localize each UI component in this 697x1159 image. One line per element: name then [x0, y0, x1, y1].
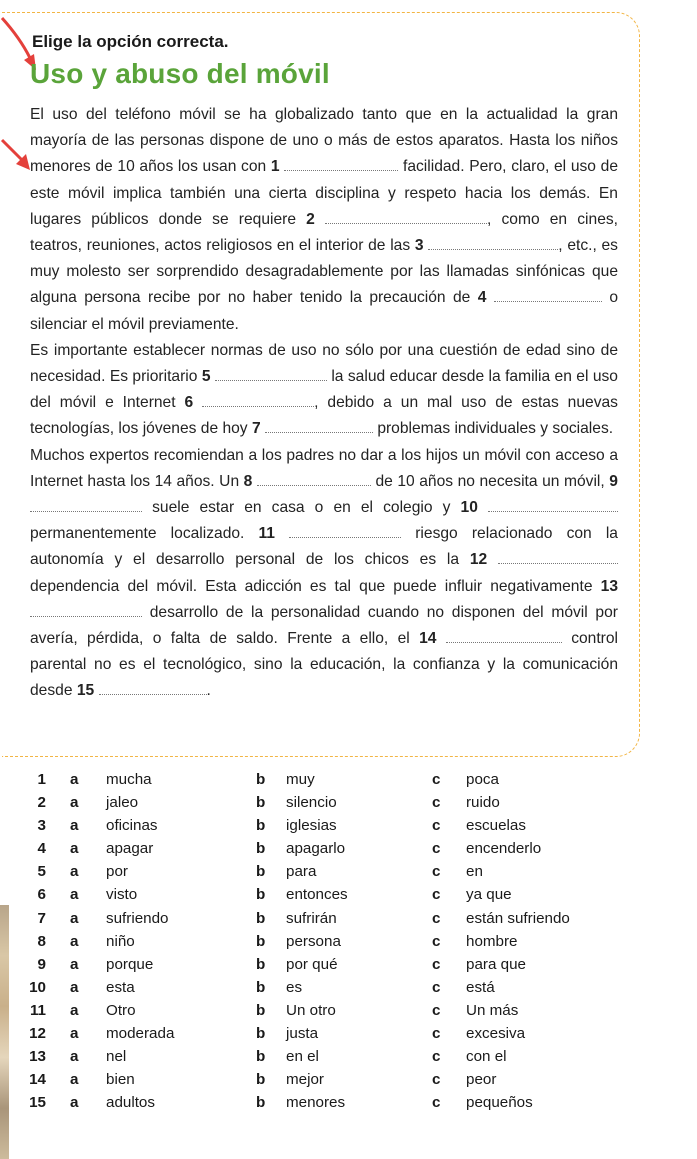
- option-row: [18, 956, 678, 979]
- option-letter-c: c: [432, 771, 441, 788]
- option-letter-c: c: [432, 1025, 441, 1043]
- text-segment: , debido a un mal uso de estas nuevas tecnologías, los jóvenes de hoy: [30, 394, 618, 438]
- option-number: 1: [37, 771, 46, 788]
- option-b[interactable]: para: [286, 863, 317, 881]
- blank-10[interactable]: [488, 497, 618, 512]
- option-letter-c: c: [432, 1048, 441, 1066]
- left-edge-photo-strip: [0, 905, 9, 1159]
- text-segment: , como en cines, teatros, reuniones, actos religiosos en el interior de las: [30, 210, 618, 255]
- option-letter-c: c: [432, 840, 441, 858]
- blank-15[interactable]: [99, 680, 207, 695]
- option-letter-c: c: [432, 1001, 441, 1019]
- text-segment: de 10 años no necesita un móvil,: [375, 472, 605, 490]
- text-segment: desarrollo de la personalidad cuando no disponen del móvil por avería, pérdida, o falta de saldo. Frente a ello, el: [30, 603, 618, 648]
- blank-13[interactable]: [30, 602, 142, 617]
- option-a[interactable]: esta: [106, 978, 135, 996]
- option-row: [18, 1071, 678, 1094]
- option-row: [18, 979, 678, 1002]
- option-letter-b: b: [256, 1025, 266, 1043]
- option-letter-a: a: [70, 1071, 79, 1089]
- blank-3[interactable]: [428, 235, 558, 250]
- text-segment: El uso del teléfono móvil se ha globalizado tanto que en la actualidad la gran mayoría de las personas dispone de uno o más de estos aparatos. Hasta los niños menores de 10 años los usan con: [30, 106, 618, 176]
- option-letter-a: a: [70, 863, 79, 881]
- option-letter-c: c: [432, 863, 441, 881]
- option-letter-b: b: [256, 955, 266, 973]
- option-row: [18, 1048, 678, 1071]
- option-row: [18, 863, 678, 886]
- option-a[interactable]: Otro: [106, 1001, 136, 1019]
- option-a[interactable]: bien: [106, 1071, 135, 1089]
- blank-number: 9: [609, 472, 618, 490]
- blank-number: 11: [258, 525, 275, 543]
- option-number: 9: [37, 955, 46, 973]
- blank-6[interactable]: [202, 392, 314, 407]
- option-letter-b: b: [256, 1001, 266, 1019]
- option-b[interactable]: sufrirán: [286, 909, 337, 927]
- option-letter-a: a: [70, 1048, 79, 1066]
- option-b[interactable]: por qué: [286, 955, 338, 973]
- answer-options-list: [18, 771, 678, 1117]
- text-segment: , etc., es muy molesto ser sorprendido desagradablemente por las llamadas sinfónicas que alguna persona recibe por no haber tenido la precaución de: [30, 237, 618, 307]
- option-number: 2: [37, 794, 46, 812]
- option-a[interactable]: niño: [106, 932, 135, 950]
- option-c[interactable]: ruido: [466, 794, 500, 812]
- option-a[interactable]: adultos: [106, 1094, 155, 1112]
- option-number: 7: [37, 909, 46, 927]
- option-c[interactable]: hombre: [466, 932, 518, 950]
- text-segment: Muchos expertos recomiendan a los padres no dar a los hijos un móvil con acceso a Internet hasta los 14 años. Un: [30, 446, 618, 490]
- text-segment: suele estar en casa o en el colegio y: [152, 499, 451, 517]
- option-letter-c: c: [432, 1094, 441, 1112]
- option-number: 10: [29, 978, 46, 996]
- option-letter-c: c: [432, 955, 441, 973]
- option-c[interactable]: para que: [466, 955, 526, 973]
- option-a[interactable]: mucha: [106, 771, 152, 788]
- option-c[interactable]: en: [466, 863, 483, 881]
- option-b[interactable]: muy: [286, 771, 315, 788]
- option-number: 12: [29, 1025, 46, 1043]
- option-b[interactable]: entonces: [286, 886, 348, 904]
- option-letter-c: c: [432, 932, 441, 950]
- option-a[interactable]: oficinas: [106, 817, 158, 835]
- option-letter-b: b: [256, 840, 266, 858]
- option-a[interactable]: por: [106, 863, 128, 881]
- blank-number: 8: [243, 472, 253, 490]
- option-row: [18, 1094, 678, 1117]
- option-letter-b: b: [256, 817, 266, 835]
- option-b[interactable]: en el: [286, 1048, 319, 1066]
- option-letter-a: a: [70, 886, 79, 904]
- option-row: [18, 1002, 678, 1025]
- option-number: 15: [29, 1094, 46, 1112]
- option-row: [18, 910, 678, 933]
- option-letter-c: c: [432, 978, 441, 996]
- option-letter-a: a: [70, 932, 79, 950]
- cloze-text: [30, 102, 618, 705]
- blank-11[interactable]: [289, 523, 401, 538]
- paragraph-2: [30, 338, 618, 443]
- instruction: Elige la opción correcta.: [32, 32, 229, 51]
- option-letter-b: b: [256, 1094, 266, 1112]
- option-number: 14: [29, 1071, 46, 1089]
- blank-4[interactable]: [494, 287, 602, 302]
- text-segment: .: [206, 682, 211, 700]
- option-letter-a: a: [70, 955, 79, 973]
- text-segment: dependencia del móvil. Esta adicción es tal que puede influir negativamente: [30, 577, 593, 595]
- arrow-icon: [0, 136, 34, 176]
- option-b[interactable]: mejor: [286, 1071, 324, 1089]
- blank-number: 1: [270, 158, 280, 176]
- option-letter-c: c: [432, 794, 441, 812]
- option-number: 5: [37, 863, 46, 881]
- option-letter-b: b: [256, 794, 266, 812]
- blank-7[interactable]: [265, 418, 373, 433]
- option-letter-b: b: [256, 1048, 266, 1066]
- blank-14[interactable]: [446, 628, 562, 643]
- option-letter-a: a: [70, 840, 79, 858]
- blank-number: 15: [76, 682, 95, 700]
- option-b[interactable]: silencio: [286, 794, 337, 812]
- option-number: 6: [37, 886, 46, 904]
- option-letter-a: a: [70, 1001, 79, 1019]
- option-letter-b: b: [256, 932, 266, 950]
- blank-number: 7: [251, 420, 261, 438]
- option-b[interactable]: Un otro: [286, 1001, 336, 1019]
- option-letter-b: b: [256, 978, 266, 996]
- option-b[interactable]: apagarlo: [286, 840, 346, 858]
- blank-9[interactable]: [30, 497, 142, 512]
- paragraph-3: [30, 443, 618, 705]
- text-segment: facilidad. Pero, claro, el uso de este móvil implica también una cierta disciplina y respeto hacia los demás. En lugares públicos donde se requiere: [30, 158, 619, 228]
- option-c[interactable]: está: [466, 978, 495, 996]
- option-letter-a: a: [70, 1025, 79, 1043]
- blank-number: 4: [477, 289, 487, 307]
- page-title: Uso y abuso del móvil: [30, 58, 330, 89]
- blank-number: 3: [414, 237, 424, 255]
- option-number: 4: [37, 840, 46, 858]
- blank-number: 2: [306, 210, 315, 228]
- option-letter-b: b: [256, 863, 266, 881]
- option-letter-b: b: [256, 886, 266, 904]
- blank-number: 6: [184, 394, 194, 412]
- option-a[interactable]: jaleo: [106, 794, 139, 812]
- option-b[interactable]: iglesias: [286, 817, 337, 835]
- option-letter-b: b: [256, 909, 266, 927]
- option-letter-b: b: [256, 1071, 266, 1089]
- option-a[interactable]: sufriendo: [106, 909, 169, 927]
- option-c[interactable]: pequeños: [466, 1094, 533, 1112]
- option-letter-c: c: [432, 886, 441, 904]
- option-a[interactable]: porque: [106, 955, 154, 973]
- text-segment: Es importante establecer normas de uso no sólo por una cuestión de edad sino de necesidad. Es prioritario: [30, 341, 618, 386]
- option-letter-c: c: [432, 909, 441, 927]
- text-segment: riesgo relacionado con la autonomía y el desarrollo personal de los chicos es la: [30, 525, 618, 569]
- option-letter-c: c: [432, 817, 441, 835]
- option-number: 8: [37, 932, 46, 950]
- text-segment: permanentemente localizado.: [30, 525, 245, 543]
- option-row: [18, 840, 678, 863]
- option-b[interactable]: menores: [286, 1094, 346, 1112]
- blank-number: 5: [201, 368, 211, 386]
- option-number: 3: [37, 817, 46, 835]
- option-number: 11: [29, 1001, 46, 1019]
- text-segment: o silenciar el móvil previamente.: [30, 289, 618, 333]
- option-a[interactable]: visto: [106, 886, 138, 904]
- option-letter-a: a: [70, 817, 79, 835]
- option-letter-c: c: [432, 1071, 441, 1089]
- option-a[interactable]: moderada: [106, 1025, 175, 1043]
- option-b[interactable]: justa: [286, 1025, 319, 1043]
- option-c[interactable]: están sufriendo: [466, 909, 570, 927]
- option-b[interactable]: es: [286, 978, 303, 996]
- option-c[interactable]: excesiva: [466, 1025, 526, 1043]
- option-letter-a: a: [70, 794, 79, 812]
- option-letter-a: a: [70, 978, 79, 996]
- option-letter-a: a: [70, 771, 79, 788]
- option-letter-a: a: [70, 909, 79, 927]
- blank-1[interactable]: [284, 156, 398, 171]
- option-c[interactable]: peor: [466, 1071, 497, 1089]
- option-row: [18, 794, 678, 817]
- option-letter-a: a: [70, 1094, 79, 1112]
- text-segment: problemas individuales y sociales.: [377, 420, 614, 438]
- text-segment: la salud educar desde la familia en el uso del móvil e Internet: [30, 368, 618, 412]
- option-a[interactable]: nel: [106, 1048, 127, 1066]
- option-c[interactable]: escuelas: [466, 817, 526, 835]
- option-c[interactable]: ya que: [466, 886, 512, 904]
- blank-number: 14: [419, 630, 437, 648]
- blank-12[interactable]: [498, 549, 618, 564]
- option-c[interactable]: encenderlo: [466, 840, 542, 858]
- option-row: [18, 771, 678, 794]
- blank-number: 13: [600, 577, 618, 595]
- option-letter-b: b: [256, 771, 266, 788]
- blank-5[interactable]: [215, 366, 327, 381]
- option-c[interactable]: poca: [466, 771, 499, 788]
- paragraph-1: [30, 102, 618, 338]
- option-row: [18, 817, 678, 840]
- blank-number: 10: [460, 499, 478, 517]
- blank-2[interactable]: [325, 209, 487, 224]
- option-row: [18, 886, 678, 909]
- option-row: [18, 1025, 678, 1048]
- blank-8[interactable]: [257, 471, 371, 486]
- option-a[interactable]: apagar: [106, 840, 154, 858]
- option-c[interactable]: Un más: [466, 1001, 519, 1019]
- option-c[interactable]: con el: [466, 1048, 507, 1066]
- text-segment: control parental no es el tecnológico, sino la educación, la confianza y la comunicación desde: [30, 630, 618, 700]
- option-b[interactable]: persona: [286, 932, 341, 950]
- option-row: [18, 933, 678, 956]
- option-number: 13: [29, 1048, 46, 1066]
- blank-number: 12: [469, 551, 488, 569]
